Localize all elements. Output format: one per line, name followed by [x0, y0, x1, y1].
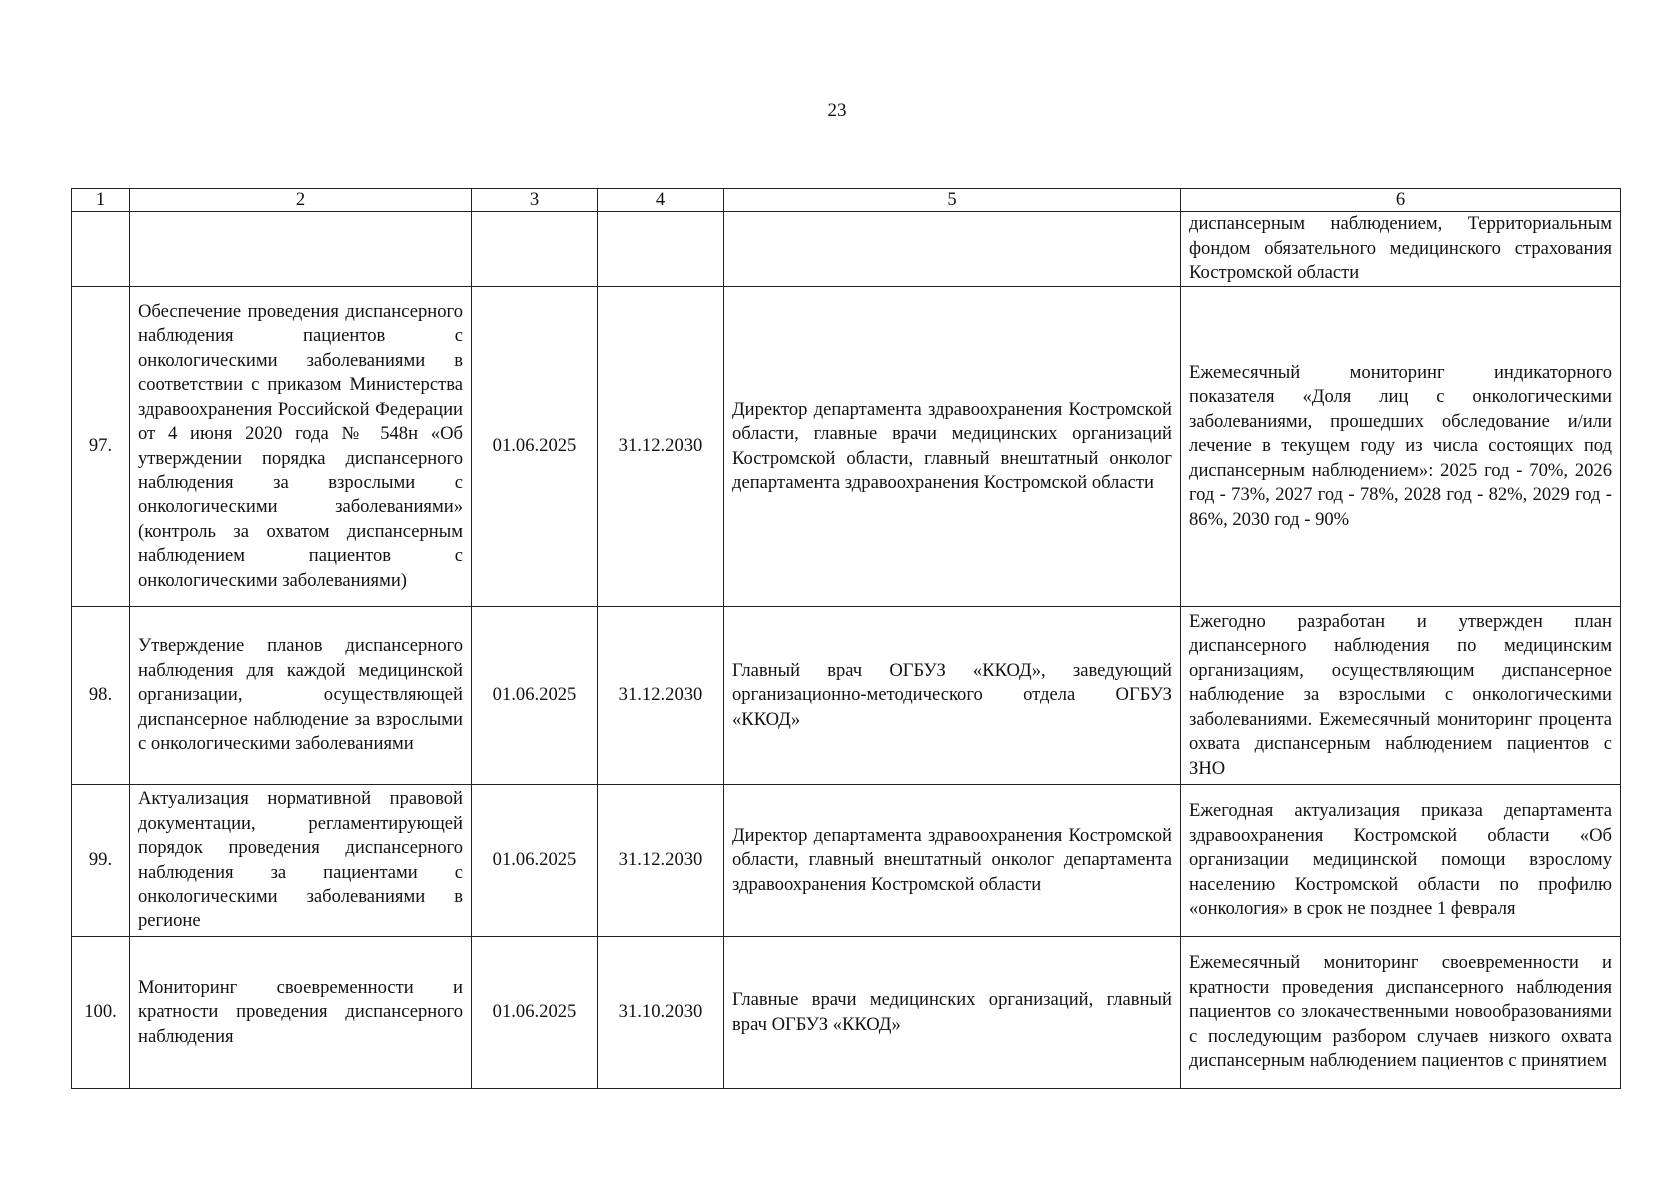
row-number: 98.	[72, 607, 130, 785]
column-header: 5	[724, 189, 1181, 212]
column-header: 3	[472, 189, 598, 212]
result-cell: Ежемесячный мониторинг индикаторного показателя «Доля лиц с онкологическими заболеваниями, прошедших обследование и/или лечение в текущем году из числа состоящих под диспансерным наблюдением»: 2025 год - 70%, 2026 год - 73%, 2027 год - 78%, 2028 год - 82%, 2029 год - 86%, 2030 год - 90%	[1181, 287, 1621, 607]
result-cell: диспансерным наблюдением, Территориальным фондом обязательного медицинского страхования Костромской области	[1181, 212, 1621, 287]
column-header: 6	[1181, 189, 1621, 212]
event-cell	[130, 212, 472, 287]
row-number: 99.	[72, 785, 130, 937]
result-cell: Ежегодная актуализация приказа департамента здравоохранения Костромской области «Об организации медицинской помощи взрослому населению Костромской области по профилю «онкология» в срок не позднее 1 февраля	[1181, 785, 1621, 937]
event-cell: Мониторинг своевременности и кратности проведения диспансерного наблюдения	[130, 937, 472, 1089]
column-number-row	[72, 189, 1621, 212]
event-cell: Утверждение планов диспансерного наблюдения для каждой медицинской организации, осуществляющей диспансерное наблюдение за взрослыми с онкологическими заболеваниями	[130, 607, 472, 785]
row-number: 100.	[72, 937, 130, 1089]
end-date: 31.10.2030	[598, 937, 724, 1089]
row-number: 97.	[72, 287, 130, 607]
table-row	[72, 607, 1621, 785]
end-date: 31.12.2030	[598, 607, 724, 785]
start-date: 01.06.2025	[472, 287, 598, 607]
result-cell: Ежемесячный мониторинг своевременности и кратности проведения диспансерного наблюдения пациентов со злокачественными новообразованиями с последующим разбором случаев низкого охвата диспансерным наблюдением пациентов с принятием	[1181, 937, 1621, 1089]
column-header: 2	[130, 189, 472, 212]
event-cell: Актуализация нормативной правовой документации, регламентирующей порядок проведения диспансерного наблюдения за пациентами с онкологическими заболеваниями в регионе	[130, 785, 472, 937]
column-header: 1	[72, 189, 130, 212]
start-date: 01.06.2025	[472, 937, 598, 1089]
table-row	[72, 937, 1621, 1089]
responsible-cell: Главный врач ОГБУЗ «ККОД», заведующий организационно-методического отдела ОГБУЗ «ККОД»	[724, 607, 1181, 785]
responsible-cell	[724, 212, 1181, 287]
start-date: 01.06.2025	[472, 607, 598, 785]
table-row	[72, 785, 1621, 937]
start-date	[472, 212, 598, 287]
start-date: 01.06.2025	[472, 785, 598, 937]
result-cell: Ежегодно разработан и утвержден план диспансерного наблюдения по медицинским организациям, осуществляющим диспансерное наблюдение за взрослыми с онкологическими заболеваниями. Ежемесячный мониторинг процента охвата диспансерным наблюдением пациентов с ЗНО	[1181, 607, 1621, 785]
page-number: 23	[827, 100, 847, 121]
measures-table	[71, 188, 1621, 1089]
event-cell: Обеспечение проведения диспансерного наблюдения пациентов с онкологическими заболеваниями в соответствии с приказом Министерства здравоохранения Российской Федерации от 4 июня 2020 года № 548н «Об утверждении порядка диспансерного наблюдения за взрослыми с онкологическими заболеваниями» (контроль за охватом диспансерным наблюдением пациентов с онкологическими заболеваниями)	[130, 287, 472, 607]
responsible-cell: Главные врачи медицинских организаций, главный врач ОГБУЗ «ККОД»	[724, 937, 1181, 1089]
row-number	[72, 212, 130, 287]
end-date: 31.12.2030	[598, 287, 724, 607]
table-row	[72, 287, 1621, 607]
end-date	[598, 212, 724, 287]
column-header: 4	[598, 189, 724, 212]
responsible-cell: Директор департамента здравоохранения Костромской области, главный внештатный онколог департамента здравоохранения Костромской области	[724, 785, 1181, 937]
table-row-continuation	[72, 212, 1621, 287]
end-date: 31.12.2030	[598, 785, 724, 937]
responsible-cell: Директор департамента здравоохранения Костромской области, главные врачи медицинских организаций Костромской области, главный внештатный онколог департамента здравоохранения Костромской области	[724, 287, 1181, 607]
